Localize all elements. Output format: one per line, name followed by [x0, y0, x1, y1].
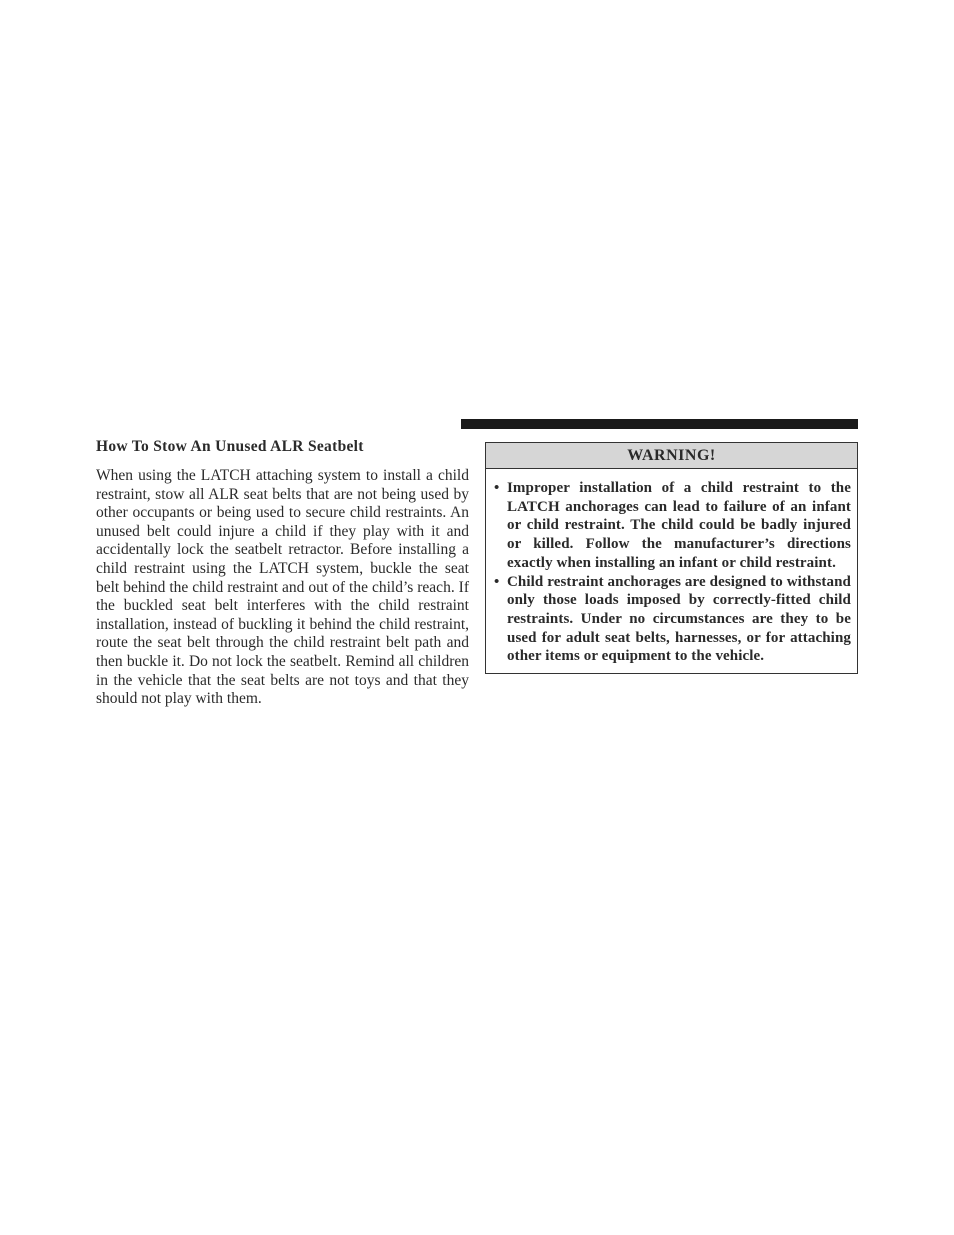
section-divider-bar: [461, 419, 858, 429]
warning-item: [494, 573, 851, 667]
bullet-icon: •: [494, 480, 500, 496]
warning-item-text: Improper installation of a child restraint to the LATCH anchorages can lead to failure of an infant or child restraint. The child could be badly injured or killed. Follow the manufacturer’s directions exactly when installing an infant or child restraint.: [507, 480, 851, 571]
bullet-icon: •: [494, 573, 500, 590]
body-paragraph: When using the LATCH attaching system to install a child restraint, stow all ALR seat belts that are not being used by other occupants or being used to secure child restraints. An unused belt could injure a child if they play with it and accidentally lock the seatbelt retractor. Before installing a child restraint using the LATCH system, buckle the seat belt behind the child restraint and out of the child’s reach. If the buckled seat belt interferes with the child restraint installation, instead of buckling it behind the child restraint, route the seat belt through the child restraint belt path and then buckle it. Do not lock the seatbelt. Remind all children in the vehicle that the seat belts are not toys and that they should not play with them.: [96, 467, 469, 708]
warning-box: [485, 442, 858, 674]
warning-item: [494, 479, 851, 573]
warning-title: WARNING!: [486, 443, 857, 469]
section-heading: How To Stow An Unused ALR Seatbelt: [96, 438, 364, 455]
warning-list: [486, 469, 857, 673]
warning-item-text: Child restraint anchorages are designed to withstand only those loads imposed by correctly-fitted child restraints. Under no circumstances are they to be used for adult seat belts, harnesses, or for attaching other items or equipment to the vehicle.: [507, 573, 851, 665]
left-column: [96, 437, 469, 709]
